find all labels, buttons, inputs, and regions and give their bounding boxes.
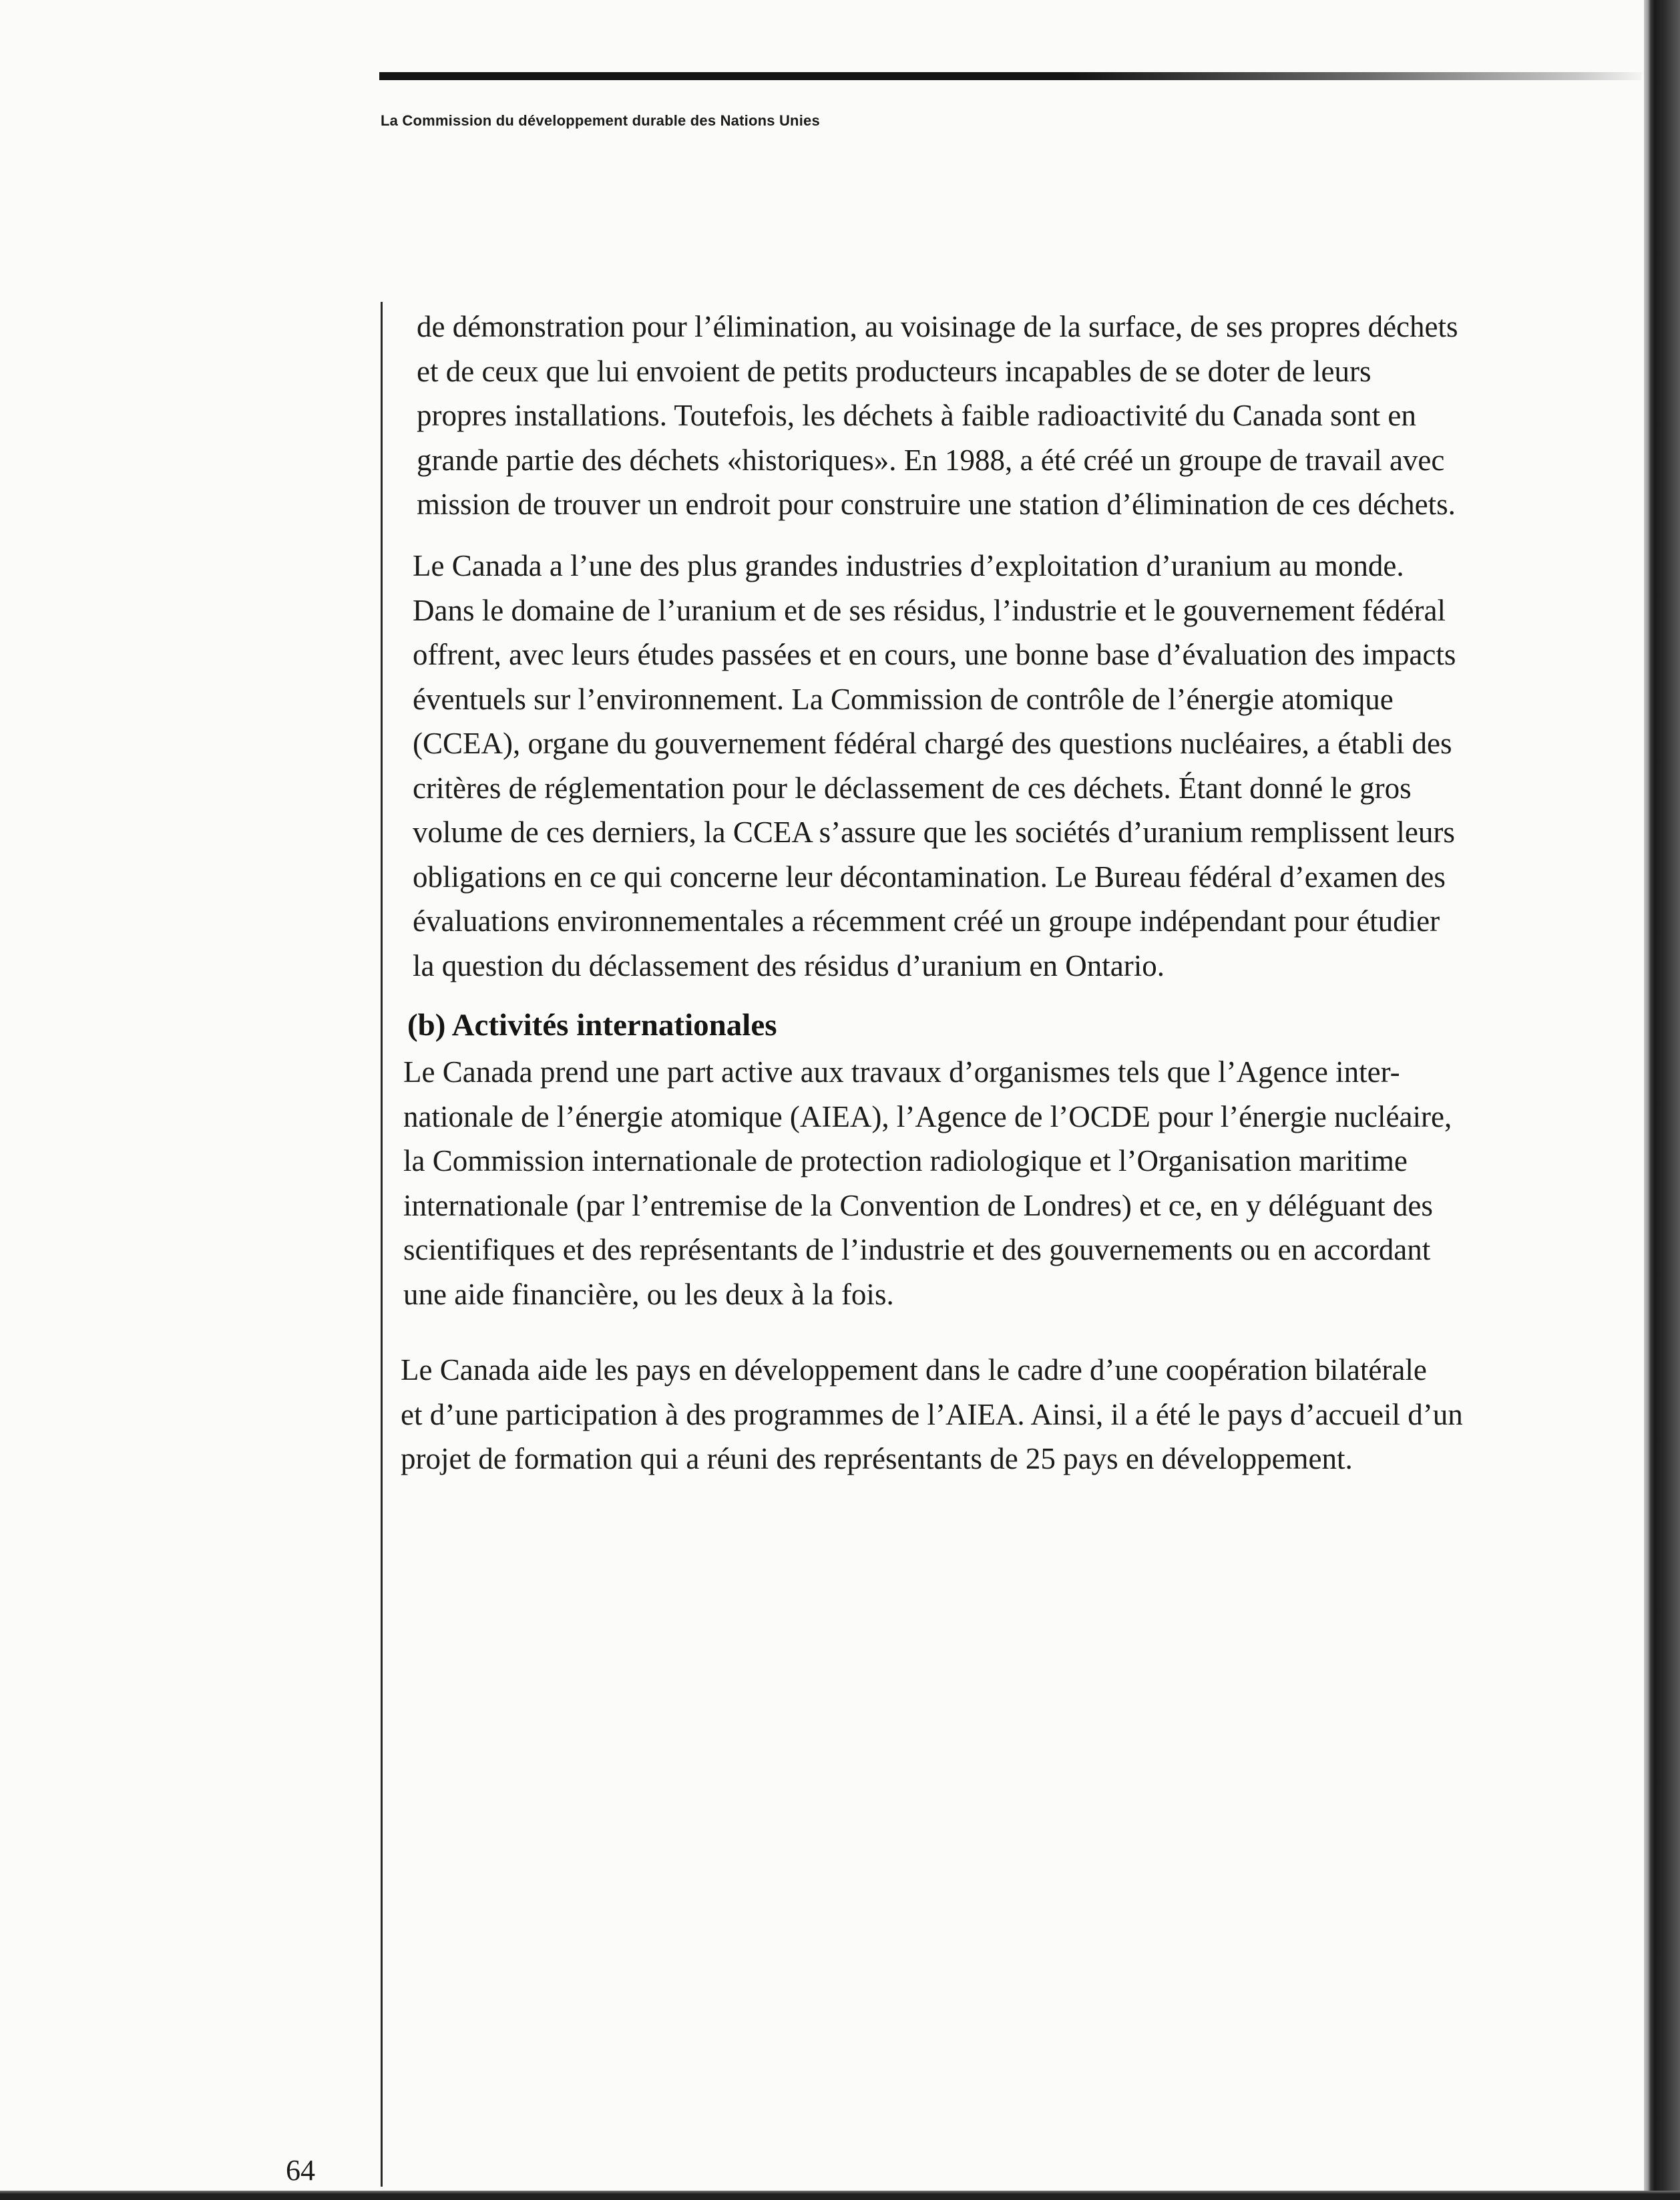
paragraph-line: évaluations environnementales a récemment créé un groupe indépendant pour étudier	[413, 904, 1440, 938]
paragraph-line: de démonstration pour l’élimination, au voisinage de la surface, de ses propres déchets	[417, 310, 1458, 343]
running-head: La Commission du développement durable des Nations Unies	[381, 112, 820, 129]
paragraph-line: projet de formation qui a réuni des représentants de 25 pays en développement.	[401, 1442, 1353, 1475]
paragraph-4	[401, 1348, 1463, 1481]
paragraph-line: Le Canada a l’une des plus grandes industries d’exploitation d’uranium au monde.	[413, 549, 1404, 582]
paragraph-line: et de ceux que lui envoient de petits producteurs incapables de se doter de leurs	[417, 354, 1372, 388]
paragraph-line: critères de réglementation pour le déclassement de ces déchets. Étant donné le gros	[413, 771, 1412, 805]
paragraph-1	[417, 305, 1458, 527]
paragraph-line: obligations en ce qui concerne leur décontamination. Le Bureau fédéral d’examen des	[413, 860, 1446, 894]
header-rule	[379, 72, 1641, 80]
paragraph-2	[413, 544, 1456, 988]
page-number: 64	[286, 2154, 315, 2187]
paragraph-line: et d’une participation à des programmes de l’AIEA. Ainsi, il a été le pays d’accueil d’un	[401, 1397, 1463, 1431]
paragraph-line: (CCEA), organe du gouvernement fédéral chargé des questions nucléaires, a établi des	[413, 727, 1452, 760]
scan-bottom-edge	[0, 2191, 1680, 2200]
paragraph-line: Le Canada aide les pays en développement dans le cadre d’une coopération bilatérale	[401, 1353, 1427, 1387]
paragraph-line: éventuels sur l’environnement. La Commission de contrôle de l’énergie atomique	[413, 682, 1394, 716]
paragraph-3	[403, 1050, 1452, 1316]
paragraph-line: nationale de l’énergie atomique (AIEA), l’Agence de l’OCDE pour l’énergie nucléaire,	[403, 1099, 1452, 1133]
paragraph-line: volume de ces derniers, la CCEA s’assure que les sociétés d’uranium remplissent leurs	[413, 815, 1455, 849]
paragraph-line: Le Canada prend une part active aux travaux d’organismes tels que l’Agence inter-	[403, 1055, 1400, 1089]
paragraph-line: une aide financière, ou les deux à la fois.	[403, 1277, 894, 1311]
paragraph-line: propres installations. Toutefois, les déchets à faible radioactivité du Canada sont en	[417, 399, 1416, 432]
section-heading: (b) Activités internationales	[407, 1008, 777, 1043]
paragraph-line: Dans le domaine de l’uranium et de ses résidus, l’industrie et le gouvernement fédéral	[413, 593, 1446, 627]
paragraph-line: internationale (par l’entremise de la Convention de Londres) et ce, en y déléguant des	[403, 1188, 1433, 1222]
scan-right-edge	[1644, 0, 1680, 2200]
paragraph-line: mission de trouver un endroit pour construire une station d’élimination de ces déchets.	[417, 488, 1456, 521]
paragraph-line: la Commission internationale de protection radiologique et l’Organisation maritime	[403, 1144, 1408, 1177]
margin-rule	[381, 302, 383, 2187]
paragraph-line: scientifiques et des représentants de l’industrie et des gouvernements ou en accordant	[403, 1233, 1431, 1266]
paragraph-line: la question du déclassement des résidus d’uranium en Ontario.	[413, 948, 1165, 982]
paragraph-line: grande partie des déchets «historiques». En 1988, a été créé un groupe de travail avec	[417, 443, 1445, 477]
paragraph-line: offrent, avec leurs études passées et en cours, une bonne base d’évaluation des impacts	[413, 638, 1456, 671]
